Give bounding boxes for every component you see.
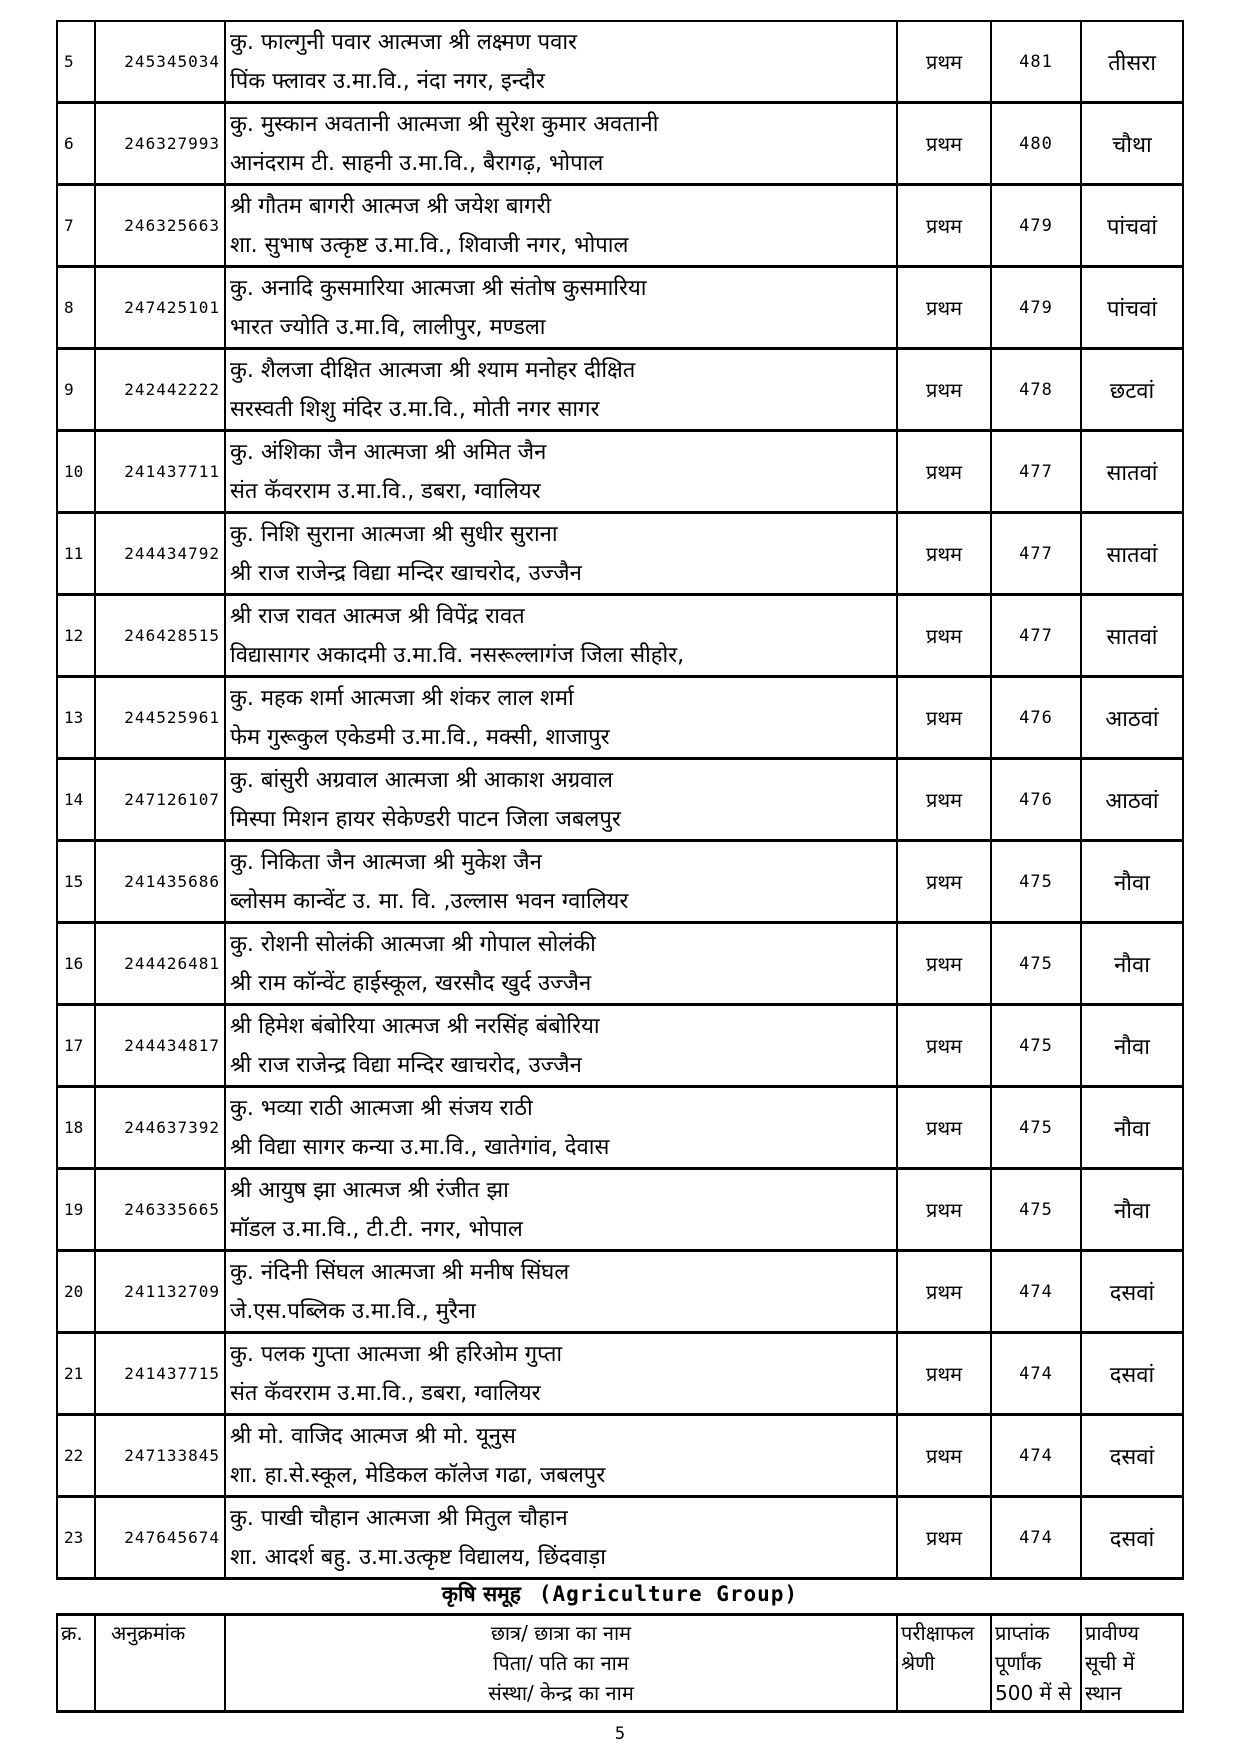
school-name: श्री राज राजेन्द्र विद्या मन्दिर खाचरोद, उज्जैन [230, 560, 582, 586]
result-division: प्रथम [897, 1251, 991, 1333]
table-row [57, 431, 1183, 513]
result-division: प्रथम [897, 1333, 991, 1415]
serial-number: 23 [57, 1497, 95, 1579]
table-row [57, 677, 1183, 759]
marks-obtained: 477 [991, 595, 1081, 677]
result-division: प्रथम [897, 1169, 991, 1251]
serial-number: 11 [57, 513, 95, 595]
school-name: शा. सुभाष उत्कृष्ट उ.मा.वि., शिवाजी नगर, भोपाल [230, 232, 629, 258]
student-details [225, 349, 897, 431]
serial-number: 6 [57, 103, 95, 185]
table-row [57, 267, 1183, 349]
school-name: श्री विद्या सागर कन्या उ.मा.वि., खातेगांव, देवास [230, 1134, 610, 1160]
merit-position: नौवा [1081, 1169, 1183, 1251]
result-division: प्रथम [897, 759, 991, 841]
merit-position: चौथा [1081, 103, 1183, 185]
merit-position: आठवां [1081, 759, 1183, 841]
student-name: कु. अंशिका जैन आत्मजा श्री अमित जैन [230, 439, 547, 465]
student-name: कु. नंदिनी सिंघल आत्मजा श्री मनीष सिंघल [230, 1259, 570, 1285]
school-name: विद्यासागर अकादमी उ.मा.वि. नसरूल्लागंज जिला सीहोर, [230, 642, 685, 668]
serial-number: 17 [57, 1005, 95, 1087]
serial-number: 16 [57, 923, 95, 1005]
roll-number: 247133845 [95, 1415, 225, 1497]
roll-number: 246325663 [95, 185, 225, 267]
merit-position: दसवां [1081, 1497, 1183, 1579]
roll-number: 244637392 [95, 1087, 225, 1169]
marks-obtained: 476 [991, 677, 1081, 759]
roll-number: 247645674 [95, 1497, 225, 1579]
student-name: श्री हिमेश बंबोरिया आत्मज श्री नरसिंह बंबोरिया [230, 1013, 600, 1039]
serial-number: 5 [57, 21, 95, 103]
merit-position: पांचवां [1081, 267, 1183, 349]
marks-obtained: 475 [991, 1169, 1081, 1251]
marks-obtained: 475 [991, 841, 1081, 923]
student-details [225, 923, 897, 1005]
header-merit: प्रावीण्य सूची में स्थान [1081, 1615, 1183, 1712]
merit-position: नौवा [1081, 1087, 1183, 1169]
merit-position: छटवां [1081, 349, 1183, 431]
merit-position: नौवा [1081, 841, 1183, 923]
roll-number: 244426481 [95, 923, 225, 1005]
student-details [225, 759, 897, 841]
merit-list-table [56, 20, 1184, 1580]
group-title-hindi: कृषि समूह [441, 1582, 521, 1606]
result-division: प्रथम [897, 923, 991, 1005]
school-name: संत कॅवरराम उ.मा.वि., डबरा, ग्वालियर [230, 1380, 541, 1406]
result-division: प्रथम [897, 841, 991, 923]
roll-number: 247126107 [95, 759, 225, 841]
student-name: कु. महक शर्मा आत्मजा श्री शंकर लाल शर्मा [230, 685, 574, 711]
roll-number: 246327993 [95, 103, 225, 185]
result-division: प्रथम [897, 21, 991, 103]
result-division: प्रथम [897, 185, 991, 267]
result-division: प्रथम [897, 1497, 991, 1579]
serial-number: 9 [57, 349, 95, 431]
roll-number: 247425101 [95, 267, 225, 349]
roll-number: 241437715 [95, 1333, 225, 1415]
header-row [57, 1615, 1183, 1712]
header-roll: अनुक्रमांक [95, 1615, 225, 1712]
student-name: कु. रोशनी सोलंकी आत्मजा श्री गोपाल सोलंकी [230, 931, 596, 957]
serial-number: 22 [57, 1415, 95, 1497]
student-details [225, 1497, 897, 1579]
merit-position: दसवां [1081, 1333, 1183, 1415]
result-division: प्रथम [897, 1415, 991, 1497]
result-division: प्रथम [897, 431, 991, 513]
student-details [225, 103, 897, 185]
table-row [57, 1005, 1183, 1087]
marks-obtained: 474 [991, 1251, 1081, 1333]
serial-number: 12 [57, 595, 95, 677]
merit-position: नौवा [1081, 1005, 1183, 1087]
student-details [225, 431, 897, 513]
student-name: श्री मो. वाजिद आत्मज श्री मो. यूनुस [230, 1423, 516, 1449]
roll-number: 244434792 [95, 513, 225, 595]
header-result: परीक्षाफल श्रेणी [897, 1615, 991, 1712]
student-details [225, 1333, 897, 1415]
header-marks: प्राप्तांक पूर्णांक 500 में से [991, 1615, 1081, 1712]
school-name: शा. आदर्श बहु. उ.मा.उत्कृष्ट विद्यालय, छिंदवाड़ा [230, 1544, 606, 1570]
merit-position: सातवां [1081, 513, 1183, 595]
marks-obtained: 474 [991, 1497, 1081, 1579]
school-name: श्री राज राजेन्द्र विद्या मन्दिर खाचरोद, उज्जैन [230, 1052, 582, 1078]
header-name: छात्र/ छात्रा का नाम पिता/ पति का नाम संस्था/ केन्द्र का नाम [225, 1615, 897, 1712]
table-row [57, 21, 1183, 103]
section-title [0, 1580, 1240, 1608]
merit-position: नौवा [1081, 923, 1183, 1005]
school-name: आनंदराम टी. साहनी उ.मा.वि., बैरागढ़, भोपाल [230, 150, 604, 176]
marks-obtained: 479 [991, 185, 1081, 267]
merit-position: तीसरा [1081, 21, 1183, 103]
result-division: प्रथम [897, 267, 991, 349]
student-name: श्री राज रावत आत्मज श्री विपेंद्र रावत [230, 603, 525, 629]
school-name: जे.एस.पब्लिक उ.मा.वि., मुरैना [230, 1298, 476, 1324]
student-name: कु. बांसुरी अग्रवाल आत्मजा श्री आकाश अग्रवाल [230, 767, 613, 793]
student-details [225, 21, 897, 103]
serial-number: 10 [57, 431, 95, 513]
student-details [225, 1251, 897, 1333]
roll-number: 245345034 [95, 21, 225, 103]
student-name: कु. निकिता जैन आत्मजा श्री मुकेश जैन [230, 849, 542, 875]
student-details [225, 1005, 897, 1087]
marks-obtained: 477 [991, 431, 1081, 513]
serial-number: 13 [57, 677, 95, 759]
group-title-english: (Agriculture Group) [538, 1582, 799, 1606]
student-details [225, 1169, 897, 1251]
result-division: प्रथम [897, 513, 991, 595]
school-name: शा. हा.से.स्कूल, मेडिकल कॉलेज गढा, जबलपुर [230, 1462, 606, 1488]
table-row [57, 1169, 1183, 1251]
student-name: कु. अनादि कुसमारिया आत्मजा श्री संतोष कुसमारिया [230, 275, 647, 301]
serial-number: 21 [57, 1333, 95, 1415]
student-details [225, 841, 897, 923]
merit-position: सातवां [1081, 431, 1183, 513]
table-row [57, 1087, 1183, 1169]
merit-position: आठवां [1081, 677, 1183, 759]
roll-number: 241435686 [95, 841, 225, 923]
serial-number: 15 [57, 841, 95, 923]
school-name: पिंक फ्लावर उ.मा.वि., नंदा नगर, इन्दौर [230, 68, 545, 94]
result-division: प्रथम [897, 349, 991, 431]
table-row [57, 103, 1183, 185]
student-name: कु. फाल्गुनी पवार आत्मजा श्री लक्ष्मण पवार [230, 29, 578, 55]
page-number: 5 [614, 1724, 626, 1744]
roll-number: 246428515 [95, 595, 225, 677]
school-name: फेम गुरूकुल एकेडमी उ.मा.वि., मक्सी, शाजापुर [230, 724, 610, 750]
marks-obtained: 475 [991, 1087, 1081, 1169]
school-name: श्री राम कॉन्वेंट हाईस्कूल, खरसौद खुर्द उज्जैन [230, 970, 592, 996]
table-row [57, 1497, 1183, 1579]
table-row [57, 1415, 1183, 1497]
student-details [225, 595, 897, 677]
marks-obtained: 474 [991, 1415, 1081, 1497]
student-details [225, 1415, 897, 1497]
merit-list-body [57, 21, 1183, 1579]
table-row [57, 513, 1183, 595]
student-name: श्री आयुष झा आत्मज श्री रंजीत झा [230, 1177, 509, 1203]
marks-obtained: 475 [991, 1005, 1081, 1087]
marks-obtained: 479 [991, 267, 1081, 349]
column-header-table [56, 1613, 1184, 1713]
table-row [57, 923, 1183, 1005]
marks-obtained: 480 [991, 103, 1081, 185]
table-row [57, 185, 1183, 267]
serial-number: 19 [57, 1169, 95, 1251]
student-name: कु. पाखी चौहान आत्मजा श्री मितुल चौहान [230, 1505, 568, 1531]
merit-position: सातवां [1081, 595, 1183, 677]
student-details [225, 267, 897, 349]
table-row [57, 759, 1183, 841]
roll-number: 241132709 [95, 1251, 225, 1333]
result-division: प्रथम [897, 595, 991, 677]
student-name: श्री गौतम बागरी आत्मज श्री जयेश बागरी [230, 193, 552, 219]
header-sno: क्र. [57, 1615, 95, 1712]
student-details [225, 677, 897, 759]
result-division: प्रथम [897, 103, 991, 185]
result-division: प्रथम [897, 677, 991, 759]
roll-number: 242442222 [95, 349, 225, 431]
school-name: ब्लोसम कान्वेंट उ. मा. वि. ,उल्लास भवन ग्वालियर [230, 888, 629, 914]
school-name: संत कॅवरराम उ.मा.वि., डबरा, ग्वालियर [230, 478, 541, 504]
marks-obtained: 474 [991, 1333, 1081, 1415]
marks-obtained: 475 [991, 923, 1081, 1005]
student-name: कु. भव्या राठी आत्मजा श्री संजय राठी [230, 1095, 533, 1121]
table-row [57, 841, 1183, 923]
student-details [225, 513, 897, 595]
school-name: भारत ज्योति उ.मा.वि, लालीपुर, मण्डला [230, 314, 546, 340]
table-row [57, 595, 1183, 677]
table-row [57, 349, 1183, 431]
school-name: मिस्पा मिशन हायर सेकेण्डरी पाटन जिला जबलपुर [230, 806, 621, 832]
serial-number: 7 [57, 185, 95, 267]
student-name: कु. पलक गुप्ता आत्मजा श्री हरिओम गुप्ता [230, 1341, 563, 1367]
roll-number: 241437711 [95, 431, 225, 513]
roll-number: 244525961 [95, 677, 225, 759]
serial-number: 14 [57, 759, 95, 841]
serial-number: 8 [57, 267, 95, 349]
table-row [57, 1333, 1183, 1415]
student-name: कु. मुस्कान अवतानी आत्मजा श्री सुरेश कुमार अवतानी [230, 111, 659, 137]
roll-number: 244434817 [95, 1005, 225, 1087]
result-division: प्रथम [897, 1087, 991, 1169]
marks-obtained: 477 [991, 513, 1081, 595]
merit-position: दसवां [1081, 1415, 1183, 1497]
student-details [225, 1087, 897, 1169]
student-details [225, 185, 897, 267]
roll-number: 246335665 [95, 1169, 225, 1251]
marks-obtained: 481 [991, 21, 1081, 103]
table-row [57, 1251, 1183, 1333]
marks-obtained: 478 [991, 349, 1081, 431]
merit-position: पांचवां [1081, 185, 1183, 267]
school-name: मॉडल उ.मा.वि., टी.टी. नगर, भोपाल [230, 1216, 523, 1242]
student-name: कु. निशि सुराना आत्मजा श्री सुधीर सुराना [230, 521, 558, 547]
serial-number: 18 [57, 1087, 95, 1169]
serial-number: 20 [57, 1251, 95, 1333]
result-division: प्रथम [897, 1005, 991, 1087]
merit-position: दसवां [1081, 1251, 1183, 1333]
school-name: सरस्वती शिशु मंदिर उ.मा.वि., मोती नगर सागर [230, 396, 600, 422]
marks-obtained: 476 [991, 759, 1081, 841]
student-name: कु. शैलजा दीक्षित आत्मजा श्री श्याम मनोहर दीक्षित [230, 357, 636, 383]
